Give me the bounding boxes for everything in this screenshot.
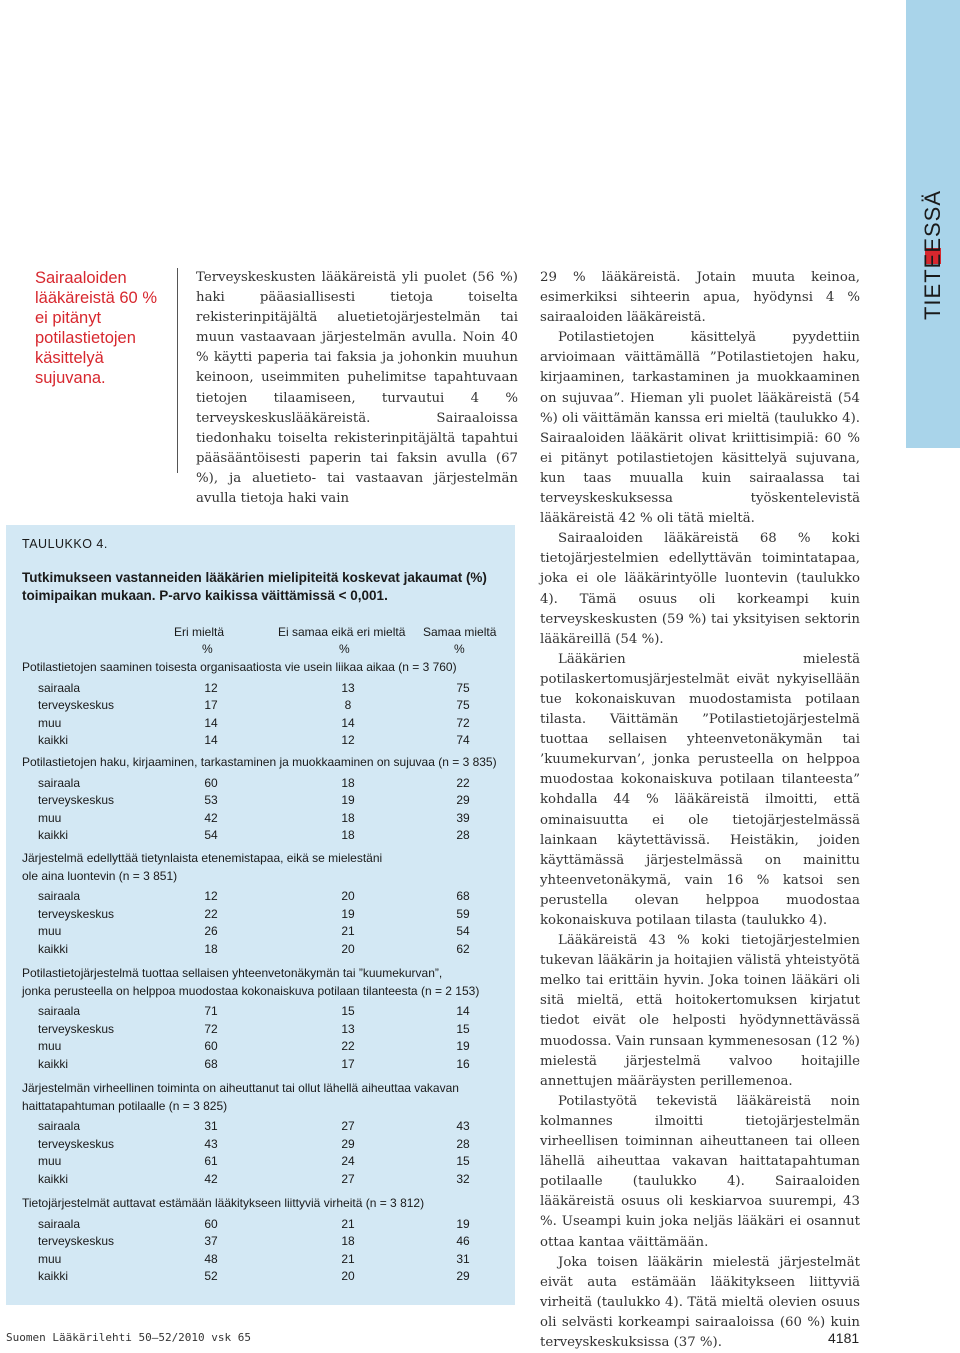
column-header: Ei samaa eikä eri mieltä [278,625,406,639]
row-label: terveyskeskus [38,793,115,807]
cell-value: 15 [341,1004,355,1018]
table-row [6,889,515,906]
cell-value: 53 [204,793,218,807]
table-row [6,776,515,793]
row-label: kaikki [38,1056,69,1071]
row-label: kaikki [38,941,69,956]
row-label: kaikki [38,733,69,747]
section-heading: Potilastietojärjestelmä tuottaa sellaisen yhteenvetonäkymän tai ”kuumekurvan”, [22,966,443,980]
cell-value: 72 [456,715,470,730]
paragraph: Potilastietojen käsittelyä pyydettiin arvioimaan väittämällä ”Potilastietojen haku, kirjaaminen, tarkastaminen ja muokkaaminen on sujuvaa”. Hieman yli puolet lääkäreistä (54 %) oli väittämän kanssa eri mieltä (taulukko 4). Sairaaloiden lääkärit olivat kriittisimpiä: 60 % ei pitänyt potilastietojen käsittelyä sujuvana, kun taas muualla kuin sairaalassa tai terveyskeskuksessa työskentelevistä lääkäreistä 42 % oli tätä mieltä. [540,330,861,527]
cell-value: 31 [456,1251,470,1266]
cell-value: 13 [341,1021,355,1036]
cell-value: 59 [456,906,470,921]
cell-value: 14 [204,733,218,747]
cell-value: 21 [341,1216,355,1231]
row-label: kaikki [38,828,69,842]
unit-label: % [454,642,465,656]
cell-value: 17 [204,698,218,712]
table-row [6,733,515,750]
section-heading: haittatapahtuman potilaalle (n = 3 825) [22,1098,228,1113]
cell-value: 19 [341,906,355,921]
table-row [6,907,515,924]
cell-value: 26 [204,924,218,938]
paragraph: Sairaaloiden lääkäreistä 68 % koki tietojärjestelmien edellyttävän toimintatapaa, joka ei ole lääkärintyölle luontevin (taulukko 4). Tämä osuus oli korkeampi kuin terveyskeskusten (59 %) tai yksityisen sektorin lääkäreillä (54 %). [540,531,860,647]
cell-value: 21 [341,924,355,938]
table-row [6,1269,515,1286]
pull-quote [35,268,160,388]
table-row [6,1234,515,1251]
table-row [6,698,515,715]
table-row [6,828,515,845]
cell-value: 12 [204,889,218,903]
paragraph: Potilastyötä tekevistä lääkäreistä noin kolmannes ilmoitti tietojärjestelmän virheellisen toiminnan aiheuttaneen tai olleen lähellä aiheuttaa vakavan haittatapahtuman potilaalle (taulukko 4). Sairaaloiden lääkäreistä osuus oli keskiarvoa suurempi, 43 %. Useampi kuin joka neljäs lääkäri ei osannut ottaa kantaa väittämään. [540,1093,860,1250]
row-label: kaikki [38,1171,69,1186]
cell-value: 18 [204,941,218,956]
section-label-area [906,0,960,448]
cell-value: 71 [204,1004,218,1018]
cell-value: 20 [341,889,355,903]
cell-value: 20 [341,1269,355,1283]
cell-value: 28 [456,828,470,842]
cell-value: 22 [341,1039,355,1053]
cell-value: 74 [456,733,470,747]
section-heading: ole aina luontevin (n = 3 851) [22,868,178,883]
table-row [6,811,515,828]
cell-value: 12 [204,680,218,695]
cell-value: 19 [456,1039,470,1053]
column-header: Eri mieltä [174,625,225,639]
cell-value: 61 [204,1154,218,1168]
cell-value: 46 [456,1234,470,1248]
row-label: muu [38,715,62,730]
section-label: TIETEESSÄ [920,189,945,321]
cell-value: 12 [341,733,355,747]
cell-value: 18 [341,810,355,825]
cell-value: 29 [341,1136,355,1151]
table-row [6,716,515,733]
footer: Suomen Lääkärilehti 50–52/2010 vsk 65 [6,1331,252,1344]
cell-value: 62 [456,941,470,956]
cell-value: 21 [341,1251,355,1266]
cell-value: 18 [341,775,355,790]
cell-value: 42 [204,1171,218,1186]
row-label: sairaala [38,1119,81,1133]
section-heading: Järjestelmä edellyttää tietynlaista etenemistapaa, eikä se mielestäni [22,851,383,865]
row-label: terveyskeskus [38,1234,115,1248]
divider [177,268,178,473]
column-header: Samaa mieltä [423,625,497,639]
cell-value: 32 [456,1171,470,1186]
cell-value: 31 [204,1119,218,1133]
row-label: sairaala [38,889,81,903]
cell-value: 54 [204,828,218,842]
table-row [6,1172,515,1189]
table-row [6,1154,515,1171]
table-row [6,1057,515,1074]
cell-value: 27 [341,1171,355,1186]
row-label: muu [38,1039,62,1053]
paragraph: Lääkäreistä 43 % koki tietojärjestelmien tukevan lääkärin ja hoitajien välistä yhteistyötä melko tai erittäin hyvin. Joka toinen lääkäri oli sitä mieltä, että hoitokertomuksen kirjatut tiedot eivät ole helposti hyödynnettävässä muodossa. Vain runsaan kymmenesosan (12 %) mielestä järjestelmä valvoo hoitajille annettujen määräysten perillemenoa. [540,933,860,1089]
cell-value: 43 [204,1136,218,1151]
cell-value: 14 [204,715,218,730]
body-column-2 [540,268,860,1353]
row-label: muu [38,924,62,938]
table-tag: TAULUKKO 4. [22,537,108,551]
table-row [6,793,515,810]
row-label: muu [38,810,62,825]
pull-quote-line: sujuvana. [35,369,106,387]
section-heading: Potilastietojen haku, kirjaaminen, tarkastaminen ja muokkaaminen on sujuvaa (n = 3 835) [22,755,497,769]
cell-value: 16 [456,1056,470,1071]
cell-value: 42 [204,810,218,825]
cell-value: 24 [341,1154,355,1168]
cell-value: 18 [341,828,355,842]
cell-value: 14 [341,715,355,730]
paragraph: Joka toisen lääkärin mielestä järjestelmät eivät auta estämään lääkitykseen liittyviä virheitä (taulukko 4). Tätä mieltä olevien osuus oli selvästi korkeampi sairaaloissa (60 %) kuin terveyskeskuksissa (37 %). [540,1254,860,1350]
cell-value: 75 [456,698,470,712]
cell-value: 19 [456,1216,470,1231]
cell-value: 60 [204,775,218,790]
cell-value: 22 [456,775,470,790]
table-row [6,942,515,959]
table-row [6,1252,515,1269]
table-row [6,1004,515,1021]
pull-quote-line: lääkäreistä 60 % [35,289,157,307]
row-label: sairaala [38,775,81,790]
cell-value: 60 [204,1216,218,1231]
cell-value: 17 [341,1056,355,1071]
body-column-1 [196,268,518,509]
cell-value: 39 [456,810,470,825]
section-heading: jonka perusteella on helppoa muodostaa kokonaiskuva potilaan tilanteesta (n = 2 153) [22,983,480,998]
row-label: kaikki [38,1269,69,1283]
cell-value: 15 [456,1154,470,1168]
cell-value: 19 [341,793,355,807]
table-4 [6,525,515,1305]
cell-value: 54 [456,924,470,938]
page-number: 4181 [828,1330,860,1346]
pull-quote-line: käsittelyä [35,349,104,367]
pull-quote-line: potilastietojen [35,329,136,347]
unit-label: % [202,642,213,656]
cell-value: 75 [456,680,470,695]
table-row [6,1217,515,1234]
row-label: terveyskeskus [38,698,115,712]
cell-value: 28 [456,1136,470,1151]
row-label: sairaala [38,1004,81,1018]
cell-value: 60 [204,1039,218,1053]
table-row [6,1119,515,1136]
paragraph: 29 % lääkäreistä. Jotain muuta keinoa, esimerkiksi sihteerin apua, hyödynsi 4 % sairaaloiden lääkäreistä. [540,270,860,326]
cell-value: 15 [456,1021,470,1036]
cell-value: 29 [456,1269,470,1283]
pull-quote-line: ei pitänyt [35,309,102,327]
paragraph: Terveyskeskusten lääkäreistä yli puolet (56 %) haki pääasiallisesti tietoja toiselta rekisterinpitäjältä aluetietojärjestelmän tai muun vastaavaan järjestelmän avulla. Noin 40 % käytti paperia tai faksia ja johonkin muuhun keinoon, useimmiten puhelimitse tapahtuvaan tietojen tilaamiseen, turvautui 4 % terveyskeskuslääkäreistä. Sairaaloissa tiedonhaku toiselta rekisterinpitäjältä tapahtui pääsääntöisesti paperin tai faksin avulla (67 %), ja aluetieto- tai vastaavan järjestelmän avulla tietoja haki vain [196,270,518,507]
cell-value: 27 [341,1119,355,1133]
cell-value: 68 [456,889,470,903]
row-label: sairaala [38,680,81,695]
row-label: muu [38,1251,62,1266]
section-heading: Järjestelmän virheellinen toiminta on aiheuttanut tai ollut lähellä aiheuttaa vakavan [22,1081,459,1095]
cell-value: 8 [344,698,352,712]
cell-value: 18 [341,1234,355,1248]
row-label: sairaala [38,1216,81,1231]
table-row [6,681,515,698]
cell-value: 22 [204,906,218,921]
table-row [6,1137,515,1154]
row-label: terveyskeskus [38,1021,115,1036]
cell-value: 37 [204,1234,218,1248]
cell-value: 20 [341,941,355,956]
section-heading: Potilastietojen saaminen toisesta organisaatiosta vie usein liikaa aikaa (n = 3 760) [22,660,457,674]
cell-value: 48 [204,1251,218,1266]
paragraph: Lääkärien mielestä potilaskertomusjärjestelmät eivät nykyisellään tue kokonaiskuvan muodostamista potilaan tilasta. Väittämän ”Potilastietojärjestelmä tuottaa sellaisen yhteenvetonäkymän tai ’kuumekurvan’, jonka perusteella on helppoa muodostaa kokonaiskuva potilaan tilanteesta” kohdalla 44 % lääkäreistä ilmoitti, että ominaisuutta ei ole tietojärjestelmässä lainkaan käytettävissä. Heistäkin, joiden käyttämässä järjestelmässä on mainittu yhteenvetonäkymä, vain 16 % katsoi sen perustella olevan helppoa muodostaa kokonaiskuva potilaan tilasta (taulukko 4). [540,651,860,928]
cell-value: 29 [456,793,470,807]
unit-label: % [339,642,350,656]
section-heading: Tietojärjestelmät auttavat estämään lääkitykseen liittyviä virheitä (n = 3 812) [22,1196,425,1210]
row-label: terveyskeskus [38,906,115,921]
cell-value: 68 [204,1056,218,1071]
cell-value: 14 [456,1004,470,1018]
pull-quote-line: Sairaaloiden [35,269,127,287]
cell-value: 43 [456,1119,470,1133]
row-label: terveyskeskus [38,1136,115,1151]
table-row [6,1039,515,1056]
table-row [6,924,515,941]
table-title: Tutkimukseen vastanneiden lääkärien mielipiteitä koskevat jakaumat (%) toimipaikan mukaan. P-arvo kaikissa väittämissä < 0,001. [22,570,487,603]
table-row [6,1022,515,1039]
cell-value: 72 [204,1021,218,1036]
row-label: muu [38,1154,62,1168]
cell-value: 13 [341,680,355,695]
cell-value: 52 [204,1269,218,1283]
